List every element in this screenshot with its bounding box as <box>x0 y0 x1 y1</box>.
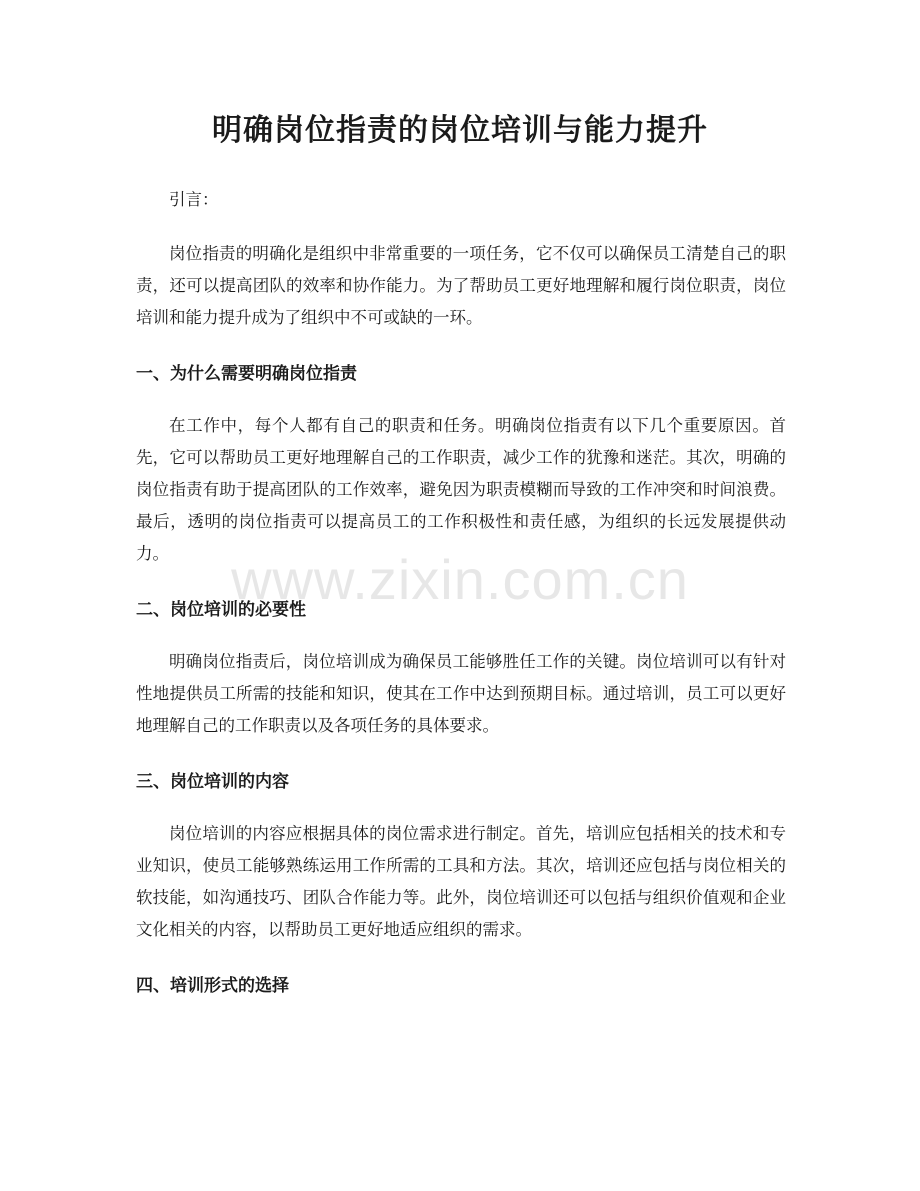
section-paragraph-2: 明确岗位指责后，岗位培训成为确保员工能够胜任工作的关键。岗位培训可以有针对性地提供员工所需的技能和知识，使其在工作中达到预期目标。通过培训，员工可以更好地理解自己的工作职责以及各项任务的具体要求。 <box>136 652 786 735</box>
section-heading-2: 二、岗位培训的必要性 <box>136 600 306 620</box>
section-paragraph-1: 在工作中，每个人都有自己的职责和任务。明确岗位指责有以下几个重要原因。首先，它可以帮助员工更好地理解自己的工作职责，减少工作的犹豫和迷茫。其次，明确的岗位指责有助于提高团队的工作效率，避免因为职责模糊而导致的工作冲突和时间浪费。最后，透明的岗位指责可以提高员工的工作积极性和责任感，为组织的长远发展提供动力。 <box>136 416 786 563</box>
section-heading-1: 一、为什么需要明确岗位指责 <box>136 364 357 384</box>
watermark-text: www.zixin.com.cn <box>231 548 689 611</box>
document-title: 明确岗位指责的岗位培训与能力提升 <box>212 113 708 148</box>
document-body <box>136 184 786 1022</box>
section-heading-3: 三、岗位培训的内容 <box>136 772 289 792</box>
intro-paragraph: 岗位指责的明确化是组织中非常重要的一项任务，它不仅可以确保员工清楚自己的职责，还可以提高团队的效率和协作能力。为了帮助员工更好地理解和履行岗位职责，岗位培训和能力提升成为了组织中不可或缺的一环。 <box>136 244 786 327</box>
section-heading-4: 四、培训形式的选择 <box>136 976 289 996</box>
intro-label: 引言： <box>169 190 219 209</box>
section-paragraph-3: 岗位培训的内容应根据具体的岗位需求进行制定。首先，培训应包括相关的技术和专业知识，使员工能够熟练运用工作所需的工具和方法。其次，培训还应包括与岗位相关的软技能，如沟通技巧、团队合作能力等。此外，岗位培训还可以包括与组织价值观和企业文化相关的内容，以帮助员工更好地适应组织的需求。 <box>136 824 786 939</box>
